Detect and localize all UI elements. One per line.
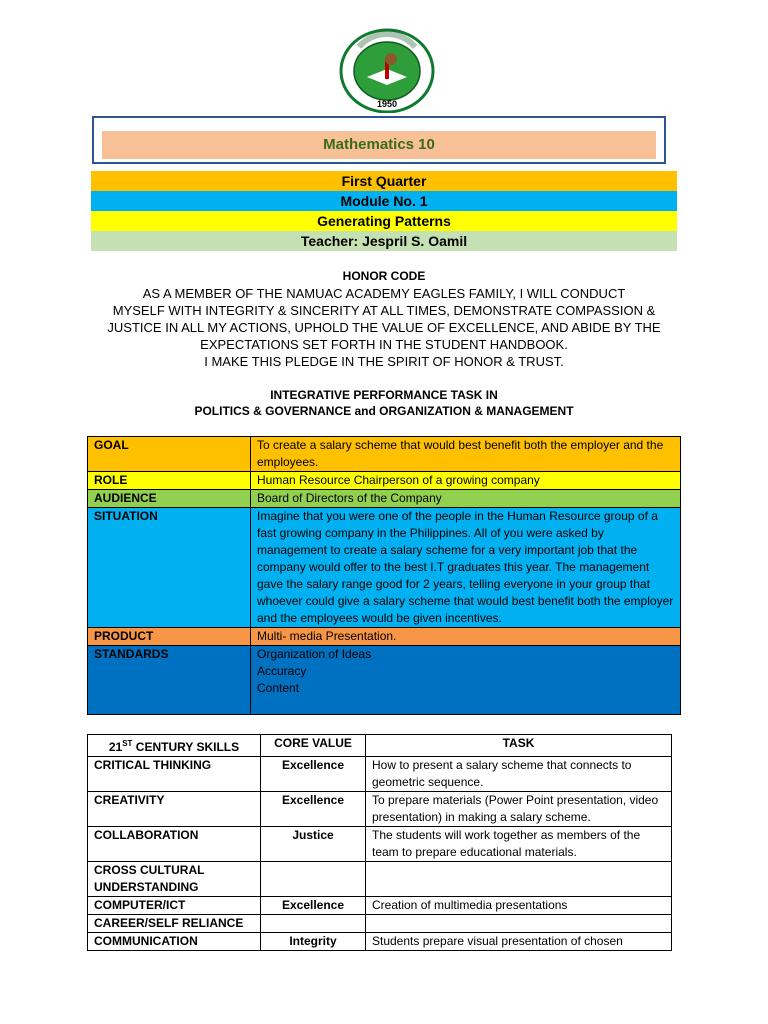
table-row	[88, 792, 672, 827]
skills-header-rest: CENTURY SKILLS	[132, 740, 240, 754]
role-text: Human Resource Chairperson of a growing company	[251, 472, 681, 490]
topic-band: Generating Patterns	[91, 211, 677, 231]
ipt-line1: INTEGRATIVE PERFORMANCE TASK IN	[270, 388, 498, 402]
table-row	[88, 862, 672, 897]
goal-label: GOAL	[88, 437, 251, 472]
audience-label: AUDIENCE	[88, 490, 251, 508]
table-row	[88, 827, 672, 862]
skills-table	[87, 734, 672, 951]
task-cell	[366, 862, 672, 897]
table-row	[88, 757, 672, 792]
skill-cell: CRITICAL THINKING	[88, 757, 261, 792]
skill-cell: CROSS CULTURAL UNDERSTANDING	[88, 862, 261, 897]
honor-line: I MAKE THIS PLEDGE IN THE SPIRIT OF HONOR & TRUST.	[204, 354, 564, 369]
table-row	[88, 915, 672, 933]
table-header-row	[88, 735, 672, 757]
honor-code-heading: HONOR CODE	[342, 269, 426, 283]
table-row	[88, 628, 681, 646]
table-row	[88, 933, 672, 951]
grasps-table	[87, 436, 681, 715]
svg-text:1950: 1950	[376, 99, 398, 109]
core-value-cell: Excellence	[261, 792, 366, 827]
school-seal-logo	[339, 27, 435, 113]
teacher-band: Teacher: Jespril S. Oamil	[91, 231, 677, 251]
ipt-heading	[60, 387, 708, 419]
goal-text: To create a salary scheme that would best benefit both the employer and the employees.	[251, 437, 681, 472]
honor-line: EXPECTATIONS SET FORTH IN THE STUDENT HANDBOOK.	[200, 337, 568, 352]
standards-item: Organization of Ideas	[257, 647, 372, 661]
task-cell: To prepare materials (Power Point presentation, video presentation) in making a salary scheme.	[366, 792, 672, 827]
honor-line: AS A MEMBER OF THE NAMUAC ACADEMY EAGLES FAMILY, I WILL CONDUCT	[142, 286, 626, 301]
core-value-cell: Excellence	[261, 897, 366, 915]
honor-line: MYSELF WITH INTEGRITY & SINCERITY AT ALL TIMES, DEMONSTRATE COMPASSION &	[112, 303, 656, 318]
skills-header-sup: ST	[122, 739, 133, 748]
table-row	[88, 490, 681, 508]
skill-cell: COMPUTER/ICT	[88, 897, 261, 915]
honor-code	[60, 268, 708, 370]
product-label: PRODUCT	[88, 628, 251, 646]
audience-text: Board of Directors of the Company	[251, 490, 681, 508]
skills-header-number: 21	[108, 740, 123, 754]
core-value-cell	[261, 862, 366, 897]
core-value-cell: Integrity	[261, 933, 366, 951]
table-row	[88, 508, 681, 628]
situation-label: SITUATION	[88, 508, 251, 628]
standards-list	[251, 646, 681, 715]
skill-cell: CAREER/SELF RELIANCE	[88, 915, 261, 933]
product-text: Multi- media Presentation.	[251, 628, 681, 646]
standards-item: Content	[257, 681, 300, 695]
standards-item: Accuracy	[257, 664, 307, 678]
situation-text: Imagine that you were one of the people in the Human Resource group of a fast growing company in the Philippines. All of you were asked by management to create a salary scheme for a very important job that the company would offer to the best I.T graduates this year. The management gave the salary range good for 2 years, telling everyone in your group that whoever could give a salary scheme that would best benefit both the employer and the employees would be given incentives.	[251, 508, 681, 628]
task-cell: The students will work together as members of the team to prepare educational materials.	[366, 827, 672, 862]
module-band: Module No. 1	[91, 191, 677, 211]
standards-label: STANDARDS	[88, 646, 251, 715]
table-row	[88, 897, 672, 915]
skills-header	[88, 735, 261, 757]
task-header: TASK	[366, 735, 672, 757]
core-value-cell	[261, 915, 366, 933]
task-cell	[366, 915, 672, 933]
skill-cell: COLLABORATION	[88, 827, 261, 862]
page-title: Mathematics 10	[102, 131, 656, 159]
role-label: ROLE	[88, 472, 251, 490]
table-row	[88, 472, 681, 490]
table-row	[88, 646, 681, 715]
skill-cell: COMMUNICATION	[88, 933, 261, 951]
honor-line: JUSTICE IN ALL MY ACTIONS, UPHOLD THE VALUE OF EXCELLENCE, AND ABIDE BY THE	[107, 320, 661, 335]
task-cell: How to present a salary scheme that connects to geometric sequence.	[366, 757, 672, 792]
task-cell: Students prepare visual presentation of chosen	[366, 933, 672, 951]
core-value-header: CORE VALUE	[261, 735, 366, 757]
skill-cell: CREATIVITY	[88, 792, 261, 827]
title-box	[92, 116, 666, 164]
quarter-band: First Quarter	[91, 171, 677, 191]
task-cell: Creation of multimedia presentations	[366, 897, 672, 915]
core-value-cell: Justice	[261, 827, 366, 862]
table-row	[88, 437, 681, 472]
ipt-line2: POLITICS & GOVERNANCE and ORGANIZATION & MANAGEMENT	[194, 404, 574, 418]
core-value-cell: Excellence	[261, 757, 366, 792]
